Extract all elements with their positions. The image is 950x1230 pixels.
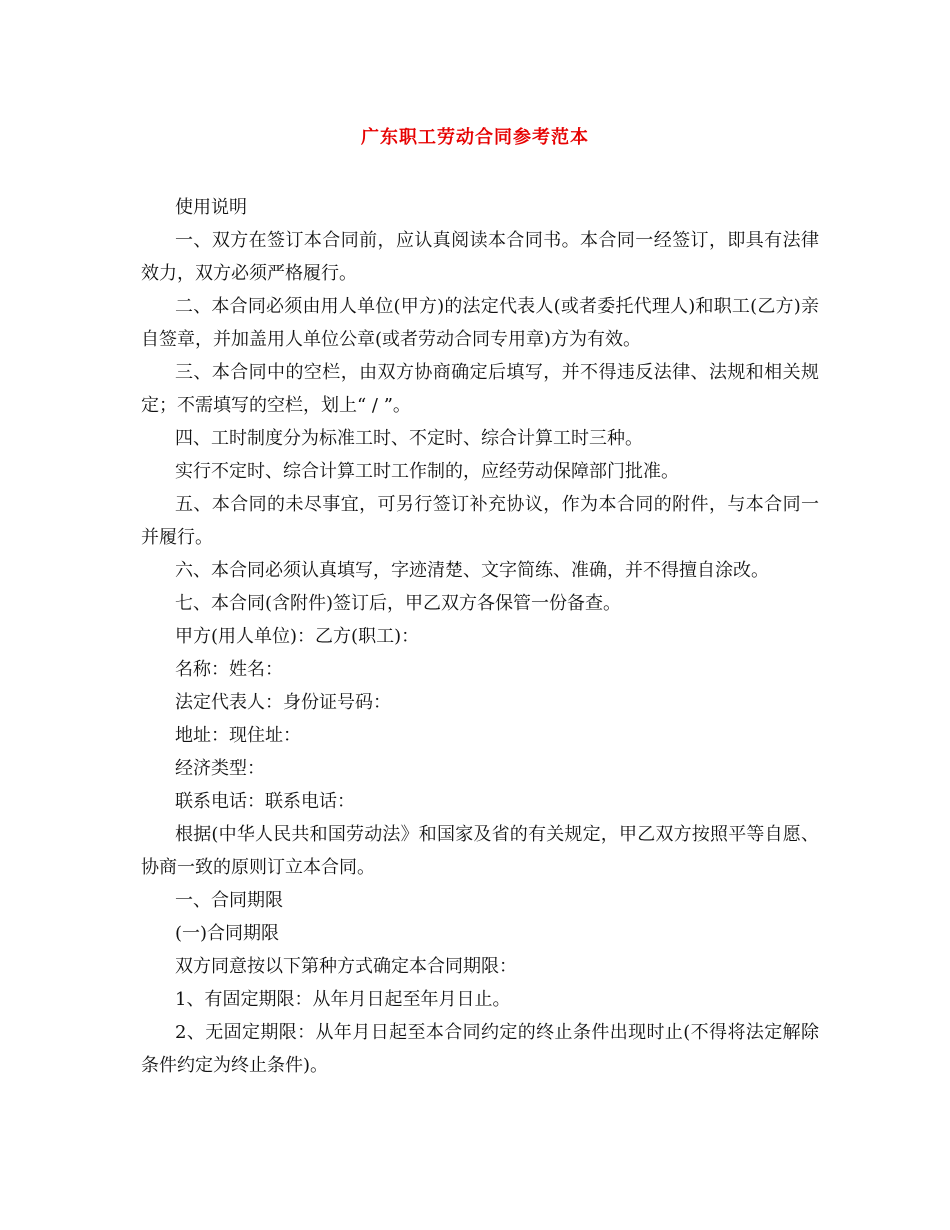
paragraph-clause-4-note: 实行不定时、综合计算工时工作制的，应经劳动保障部门批准。 xyxy=(175,461,679,482)
economic-type-line: 经济类型： xyxy=(175,758,265,779)
paragraph-clause-6: 六、本合同必须认真填写，字迹清楚、文字简练、准确，并不得擅自涂改。 xyxy=(175,560,769,581)
paragraph-open-term: 2、无固定期限：从年月日起至本合同约定的终止条件出现时止(不得将法定解除条件约定为终止条件)。 xyxy=(141,1022,819,1076)
paragraph-fixed-term: 1、有固定期限：从年月日起至年月日止。 xyxy=(175,989,511,1010)
paragraph-clause-7: 七、本合同(含附件)签订后，甲乙双方各保管一份备查。 xyxy=(175,593,622,614)
subsection-heading-term: (一)合同期限 xyxy=(175,923,280,944)
party-line: 甲方(用人单位)：乙方(职工)： xyxy=(175,626,420,647)
paragraph-usage-heading: 使用说明 xyxy=(175,197,247,218)
address-line: 地址：现住址： xyxy=(175,725,301,746)
paragraph-clause-2: 二、本合同必须由用人单位(甲方)的法定代表人(或者委托代理人)和职工(乙方)亲自签章，并加盖用人单位公章(或者劳动合同专用章)方为有效。 xyxy=(141,296,819,350)
paragraph-clause-4: 四、工时制度分为标准工时、不定时、综合计算工时三种。 xyxy=(175,428,643,449)
paragraph-clause-5: 五、本合同的未尽事宜，可另行签订补充协议，作为本合同的附件，与本合同一并履行。 xyxy=(141,494,819,548)
name-line: 名称：姓名： xyxy=(175,659,283,680)
document-title: 广东职工劳动合同参考范本 xyxy=(361,127,589,148)
section-heading-term: 一、合同期限 xyxy=(175,890,283,911)
paragraph-clause-3: 三、本合同中的空栏，由双方协商确定后填写，并不得违反法律、法规和相关规定；不需填写的空栏，划上“ / ”。 xyxy=(141,362,819,416)
phone-line: 联系电话：联系电话： xyxy=(175,791,355,812)
document-body xyxy=(141,191,819,1082)
representative-line: 法定代表人：身份证号码： xyxy=(175,692,391,713)
paragraph-basis: 根据(中华人民共和国劳动法》和国家及省的有关规定，甲乙双方按照平等自愿、协商一致的原则订立本合同。 xyxy=(141,824,819,878)
paragraph-term-method: 双方同意按以下第种方式确定本合同期限： xyxy=(175,956,517,977)
paragraph-clause-1: 一、双方在签订本合同前，应认真阅读本合同书。本合同一经签订，即具有法律效力，双方必须严格履行。 xyxy=(141,230,819,284)
